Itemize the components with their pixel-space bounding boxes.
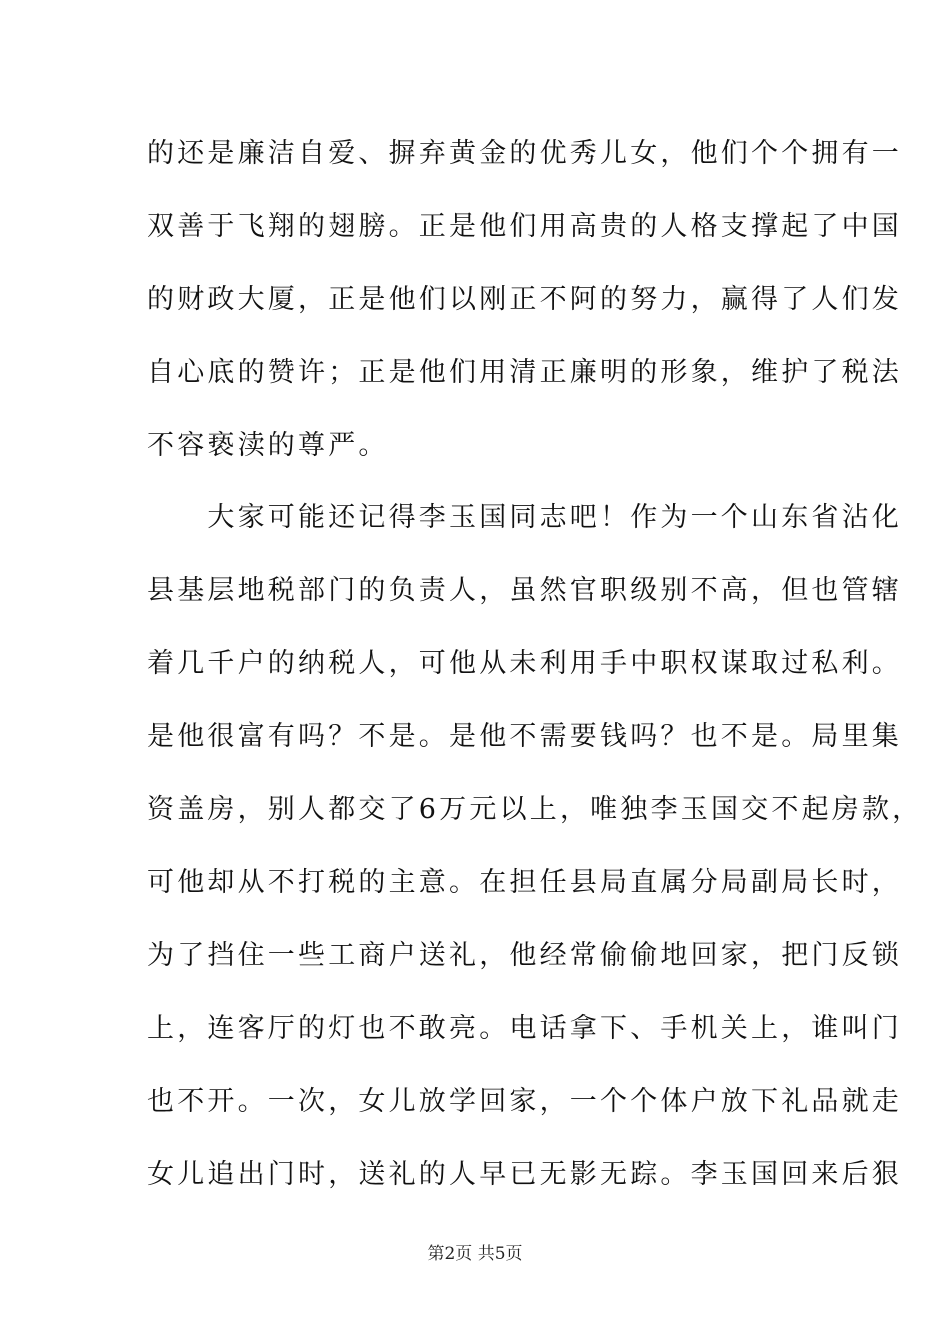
text-line-13: 上，连客厅的灯也不敢亮。电话拿下、手机关上，谁叫门 [147, 1013, 902, 1044]
text-line-2: 双善于飞翔的翅膀。正是他们用高贵的人格支撑起了中国 [147, 211, 902, 242]
text-line-14: 也不开。一次，女儿放学回家，一个个体户放下礼品就走 [147, 1086, 902, 1117]
text-line-9: 是他很富有吗？不是。是他不需要钱吗？也不是。局里集 [147, 721, 902, 752]
text-line-4: 自心底的赞许；正是他们用清正廉明的形象，维护了税法 [147, 357, 902, 388]
text-line-7: 县基层地税部门的负责人，虽然官职级别不高，但也管辖 [147, 575, 902, 606]
text-line-10: 资盖房，别人都交了6万元以上，唯独李玉国交不起房款， [147, 794, 923, 825]
text-line-3: 的财政大厦，正是他们以刚正不阿的努力，赢得了人们发 [147, 284, 902, 315]
text-line-8: 着几千户的纳税人，可他从未利用手中职权谋取过私利。 [147, 648, 902, 679]
text-line-5: 不容亵渎的尊严。 [147, 430, 389, 461]
text-line-6: 大家可能还记得李玉国同志吧！作为一个山东省沾化 [147, 502, 902, 533]
page-number-footer: 第2页 共5页 [427, 1244, 523, 1264]
text-line-11: 可他却从不打税的主意。在担任县局直属分局副局长时， [147, 867, 902, 898]
text-line-15: 女儿追出门时，送礼的人早已无影无踪。李玉国回来后狠 [147, 1159, 902, 1190]
text-line-12: 为了挡住一些工商户送礼，他经常偷偷地回家，把门反锁 [147, 940, 902, 971]
text-line-1: 的还是廉洁自爱、摒弃黄金的优秀儿女，他们个个拥有一 [147, 138, 902, 169]
